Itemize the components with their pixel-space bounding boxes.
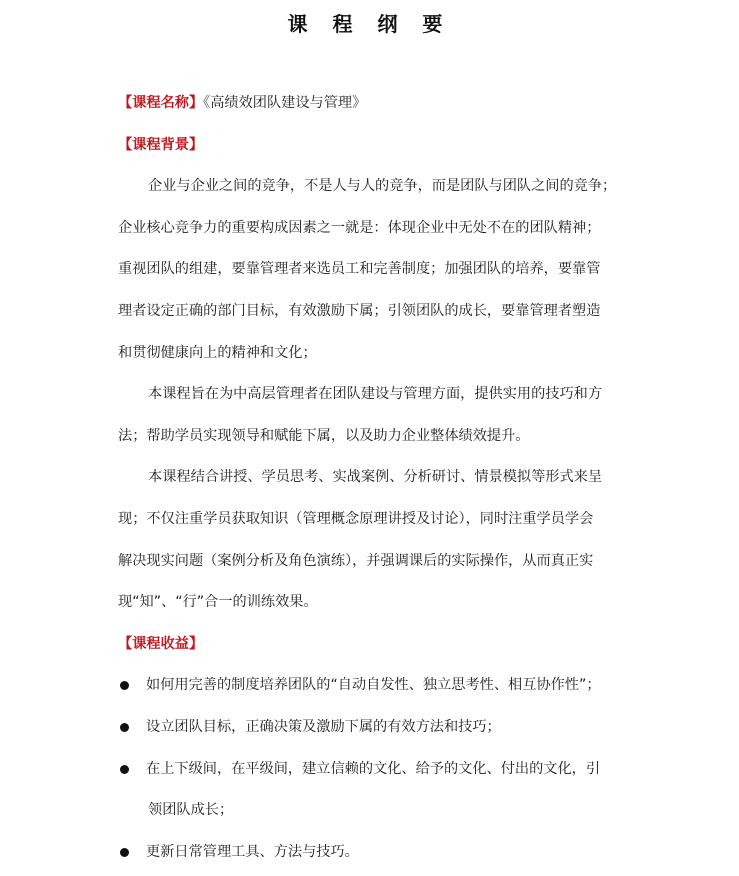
benefit-item-text: 在上下级间，在平级间，建立信赖的文化、给予的文化、付出的文化，引 (146, 760, 601, 777)
bullet-icon (120, 848, 129, 857)
background-paragraph-line: 法；帮助学员实现领导和赋能下属，以及助力企业整体绩效提升。 (118, 427, 530, 444)
background-paragraph-line: 和贯彻健康向上的精神和文化； (118, 344, 317, 361)
background-paragraph-line: 理者设定正确的部门目标，有效激励下属；引领团队的成长，要靠管理者塑造 (118, 302, 601, 319)
background-paragraph-line: 现“知”、“行”合一的训练效果。 (118, 594, 318, 611)
benefit-item-continuation: 领团队成长； (148, 802, 234, 819)
background-paragraph-line: 现；不仅注重学员获取知识（管理概念原理讲授及讨论），同时注重学员学会 (118, 510, 594, 527)
background-heading-line (118, 128, 666, 170)
bullet-icon (120, 681, 129, 690)
benefit-item (118, 710, 666, 752)
course-name-heading: 【课程名称】 (118, 95, 204, 111)
benefit-item (118, 835, 666, 876)
benefit-item-text: 如何用完善的制度培养团队的“自动自发性、独立思考性、相互协作性”； (146, 677, 601, 694)
course-name-line (118, 86, 666, 128)
bullet-icon (120, 765, 129, 774)
background-paragraph-line: 本课程旨在为中高层管理者在团队建设与管理方面，提供实用的技巧和方 (148, 386, 603, 403)
background-paragraph-line: 解决现实问题（案例分析及角色演练），并强调课后的实际操作，从而真正实 (118, 552, 594, 569)
benefit-item-text: 设立团队目标，正确决策及激励下属的有效方法和技巧； (146, 718, 501, 735)
benefit-item (118, 668, 666, 710)
benefits-heading-line (118, 627, 666, 669)
background-paragraph-line: 企业与企业之间的竞争，不是人与人的竞争，而是团队与团队之间的竞争； (148, 178, 617, 195)
background-paragraph-line: 本课程结合讲授、学员思考、实战案例、分析研讨、情景模拟等形式来呈 (148, 469, 603, 486)
benefit-item (118, 752, 666, 794)
background-heading: 【课程背景】 (118, 136, 204, 153)
benefits-heading: 【课程收益】 (118, 635, 204, 652)
benefit-item-text: 更新日常管理工具、方法与技巧。 (146, 843, 359, 860)
page-title: 课 程 纲 要 (287, 12, 452, 36)
document-body (118, 86, 666, 876)
background-paragraph-line: 重视团队的组建，要靠管理者来选员工和完善制度；加强团队的培养，要靠管 (118, 261, 601, 278)
bullet-icon (120, 723, 129, 732)
course-name-value: 《高绩效团队建设与管理》 (203, 95, 367, 111)
background-paragraph-line: 企业核心竞争力的重要构成因素之一就是：体现企业中无处不在的团队精神； (118, 219, 601, 236)
